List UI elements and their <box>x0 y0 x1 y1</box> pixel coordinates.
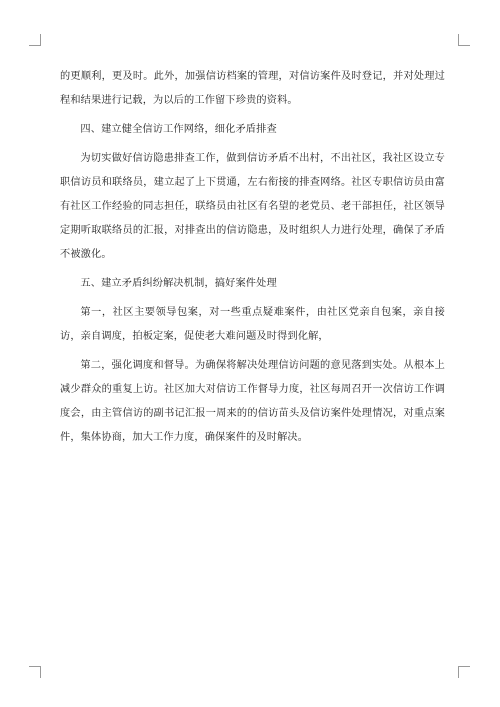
crop-mark-top-right <box>458 34 470 46</box>
section-heading-4: 四、建立健全信访工作网络，细化矛盾排查 <box>80 124 277 135</box>
document-body <box>60 65 445 455</box>
crop-mark-top-left <box>29 34 41 46</box>
section-heading-5: 五、建立矛盾纠纷解决机制，搞好案件处理 <box>80 278 277 289</box>
paragraph-second-point: 第二，强化调度和督导。为确保将解决处理信访问题的意见落到实处。从根本上减少群众的重复上访。社区加大对信访工作督导力度，社区每周召开一次信访工作调度会，由主管信访的副书记汇报一周来的的信访苗头及信访案件处理情况，对重点案件，集体协商，加大工作力度，确保案件的及时解决。 <box>60 360 445 443</box>
paragraph-continuation: 的更顺利，更及时。此外，加强信访档案的管理，对信访案件及时登记，并对处理过程和结果进行记载，为以后的工作留下珍贵的资料。 <box>60 71 445 106</box>
crop-mark-bottom-left <box>29 666 41 678</box>
paragraph-section-4: 为切实做好信访隐患排查工作，做到信访矛盾不出村，不出社区，我社区设立专职信访员和联络员，建立起了上下贯通，左右衔接的排查网络。社区专职信访员由富有社区工作经验的同志担任，联络员由社区有名望的老党员、老干部担任，社区领导定期听取联络员的汇报，对排查出的信访隐患，及时组织人力进行处理，确保了矛盾不被激化。 <box>60 153 445 260</box>
paragraph-first-point: 第一，社区主要领导包案，对一些重点疑难案件，由社区党亲自包案，亲自接访，亲自调度，拍板定案，促使老大难问题及时得到化解， <box>60 307 445 342</box>
crop-mark-bottom-right <box>458 666 470 678</box>
